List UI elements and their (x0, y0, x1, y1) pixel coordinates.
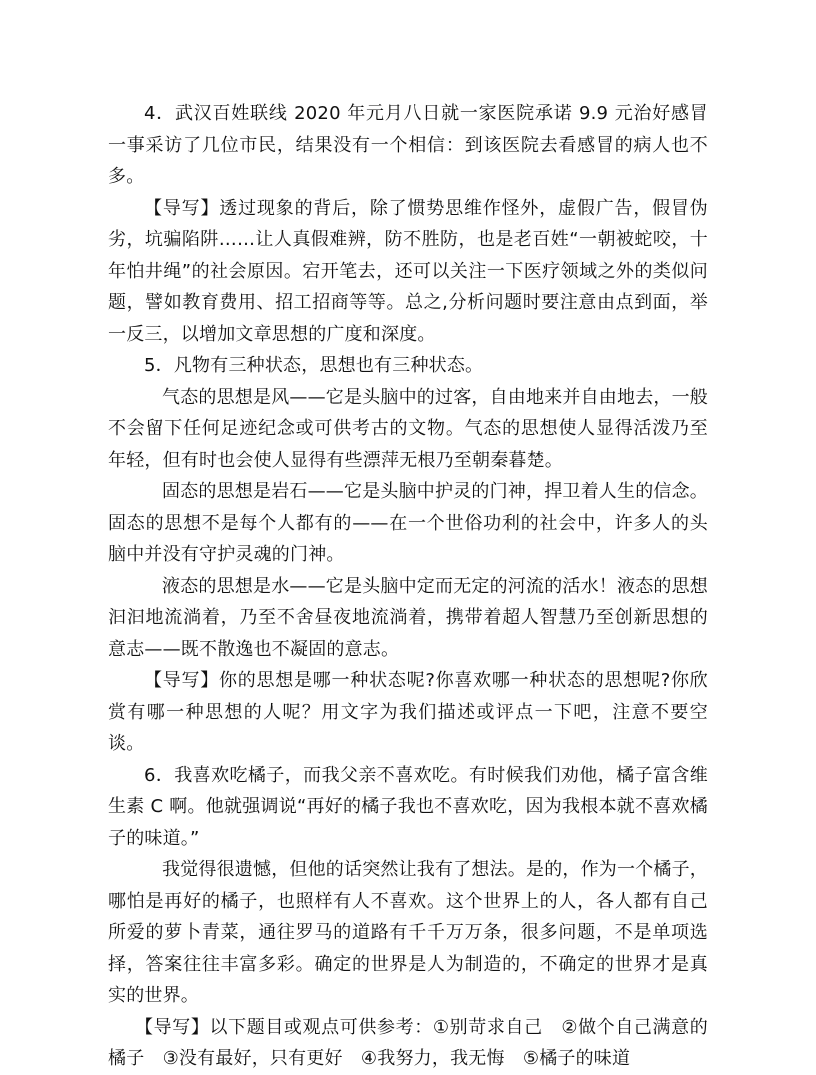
orange-reflection-paragraph: 我觉得很遗憾，但他的话突然让我有了想法。是的，作为一个橘子，哪怕是再好的橘子，也照样有人不喜欢。这个世界上的人，各人都有自己所爱的萝卜青菜，通往罗马的道路有千千万万条，很多问题，不是单项选择，答案往往丰富多彩。确定的世界是人为制造的，不确定的世界才是真实的世界。 (108, 859, 708, 1006)
liquid-thought-paragraph: 液态的思想是水——它是头脑中定而无定的河流的活水！液态的思想汩汩地流淌着，乃至不舍昼夜地流淌着，携带着超人智慧乃至创新思想的意志——既不散逸也不凝固的意志。 (108, 575, 708, 660)
guide-note-5-paragraph: 【导写】你的思想是哪一种状态呢?你喜欢哪一种状态的思想呢?你欣赏有哪一种思想的人呢？用文字为我们描述或评点一下吧，注意不要空谈。 (108, 670, 708, 754)
question-5-paragraph: 5．凡物有三种状态，思想也有三种状态。 (144, 355, 484, 376)
solid-thought-paragraph: 固态的思想是岩石——它是头脑中护灵的门神，捍卫着人生的信念。固态的思想不是每个人都有的——在一个世俗功利的社会中，许多人的头脑中并没有守护灵魂的门神。 (108, 481, 708, 565)
document-body (108, 98, 708, 1075)
question-4-paragraph: 4．武汉百姓联线 2020 年元月八日就一家医院承诺 9.9 元治好感冒一事采访了几位市民，结果没有一个相信：到该医院去看感冒的病人也不多。 (108, 103, 708, 187)
guide-note-4-paragraph: 【导写】透过现象的背后，除了惯势思维作怪外，虚假广告，假冒伪劣，坑骗陷阱……让人真假难辨，防不胜防，也是老百姓“一朝被蛇咬，十年怕井绳”的社会原因。宕开笔去，还可以关注一下医疗领域之外的类似问题，譬如教育费用、招工招商等等。总之,分析问题时要注意由点到面，举一反三，以增加文章思想的广度和深度。 (108, 197, 708, 345)
question-6-paragraph: 6．我喜欢吃橘子，而我父亲不喜欢吃。有时候我们劝他，橘子富含维生素 C 啊。他就强调说“再好的橘子我也不喜欢吃，因为我根本就不喜欢橘子的味道。” (108, 764, 708, 849)
guide-note-6-paragraph: 【导写】以下题目或观点可供参考：①别苛求自己 ②做个自己满意的橘子 ③没有最好，只有更好 ④我努力，我无悔 ⑤橘子的味道 (108, 1016, 708, 1069)
gaseous-thought-paragraph: 气态的思想是风——它是头脑中的过客，自由地来并自由地去，一般不会留下任何足迹纪念或可供考古的文物。气态的思想使人显得活泼乃至年轻，但有时也会使人显得有些漂萍无根乃至朝秦暮楚。 (108, 386, 708, 471)
